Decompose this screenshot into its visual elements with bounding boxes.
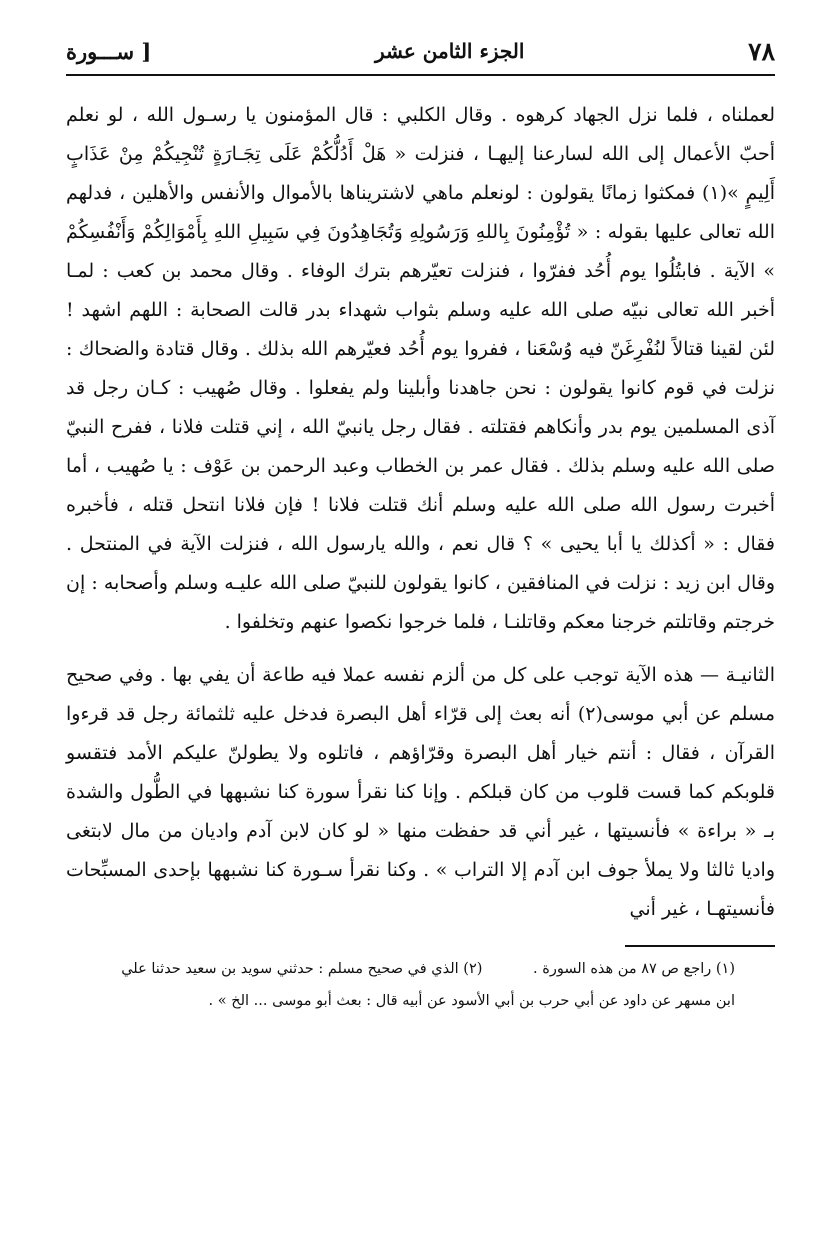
footnote-row bbox=[66, 953, 735, 985]
running-header bbox=[66, 28, 775, 74]
surah-label: [ ســـورة bbox=[66, 38, 152, 64]
footnote-2-continued: ابن مسهر عن داود عن أبي حرب بن أبي الأسود عن أبيه قال : بعث أبو موسى ... الخ » . bbox=[208, 992, 735, 1009]
header-rule bbox=[66, 74, 775, 76]
paragraph-1: لعملناه ، فلما نزل الجهاد كرهوه . وقال الكلبي : قال المؤمنون يا رسـول الله ، لو نعلم أحبّ الأعمال إلى الله لسارعنا إليهـا ، فنزلت « هَلْ أَدُلُّكُمْ عَلَى تِجَـارَةٍ تُنْجِيكُمْ مِنْ عَذَابٍ أَلِيمٍ »(١) فمكثوا زمانًا يقولون : لونعلم ماهي لاشتريناها بالأموال والأنفس والأهلين ، فدلهم الله تعالى عليها بقوله : « تُؤْمِنُونَ بِاللهِ وَرَسُولِهِ وَتُجَاهِدُونَ فِي سَبِيلِ اللهِ بِأَمْوَالِكُمْ وَأَنْفُسِكُمْ » الآية . فابتُلُوا يوم أُحُد ففرّوا ، فنزلت تعيّرهم بترك الوفاء . وقال محمد بن كعب : لمـا أخبر الله تعالى نبيّه صلى الله عليه وسلم بثواب شهداء بدر قالت الصحابة : اللهم اشهد ! لئن لقينا قتالاً لنُفْرِغَنّ فيه وُسْعَنا ، ففروا يوم أُحُد فعيّرهم الله بذلك . وقال قتادة والضحاك : نزلت في قوم كانوا يقولون : نحن جاهدنا وأبلينا ولم يفعلوا . وقال صُهيب : كـان رجل قد آذى المسلمين يوم بدر وأنكاهم فقتلته . فقال رجل يانبيّ الله ، إني قتلت فلانا ، ففرح النبيّ صلى الله عليه وسلم بذلك . فقال عمر بن الخطاب وعبد الرحمن بن عَوْف : يا صُهيب ، أما أخبرت رسول الله صلى الله عليه وسلم أنك قتلت فلانا ! فإن فلانا انتحل قتله ، فأخبره فقال : « أكذلك يا أبا يحيى » ؟ قال نعم ، والله يارسول الله ، فنزلت الآية في المنتحل . وقال ابن زيد : نزلت في المنافقين ، كانوا يقولون للنبيّ صلى الله عليـه وسلم وأصحابه : إن خرجتم وقاتلتم خرجنا معكم وقاتلنـا ، فلما خرجوا نكصوا عنهم وتخلفوا . bbox=[66, 104, 776, 633]
footnote-1: (١) راجع ص ٨٧ من هذه السورة . bbox=[533, 960, 735, 977]
main-text bbox=[66, 96, 775, 929]
footnotes bbox=[66, 953, 775, 1017]
footnote-rule bbox=[625, 945, 775, 947]
book-part-title: الجزء الثامن عشر bbox=[375, 39, 525, 63]
paragraph-2: الثانيـة — هذه الآية توجب على كل من ألزم نفسه عملا فيه طاعة أن يفي بها . وفي صحيح مسلم عن أبي موسى(٢) أنه بعث إلى قرّاء أهل البصرة فدخل عليه ثلثمائة رجل قد قرءوا القرآن ، فقال : أنتم خيار أهل البصرة وقرّاؤهم ، فاتلوه ولا يطولنّ عليكم الأمد فتقسو قلوبكم كما قست قلوب من كان قبلكم . وإنا كنا نقرأ سورة كنا نشبهها في الطُّول والشدة بـ « براءة » فأنسيتها ، غير أني قد حفظت منها « لو كان لابن آدم واديان من مال لابتغى واديا ثالثا ولا يملأ جوف ابن آدم إلا التراب » . وكنا نقرأ سـورة كنا نشبهها بإحدى المسبِّحات فأنسيتهـا ، غير أني bbox=[66, 664, 775, 920]
footnote-2: (٢) الذي في صحيح مسلم : حدثني سويد بن سعيد حدثنا علي bbox=[121, 960, 483, 977]
page-number: ٧٨ bbox=[748, 36, 775, 66]
